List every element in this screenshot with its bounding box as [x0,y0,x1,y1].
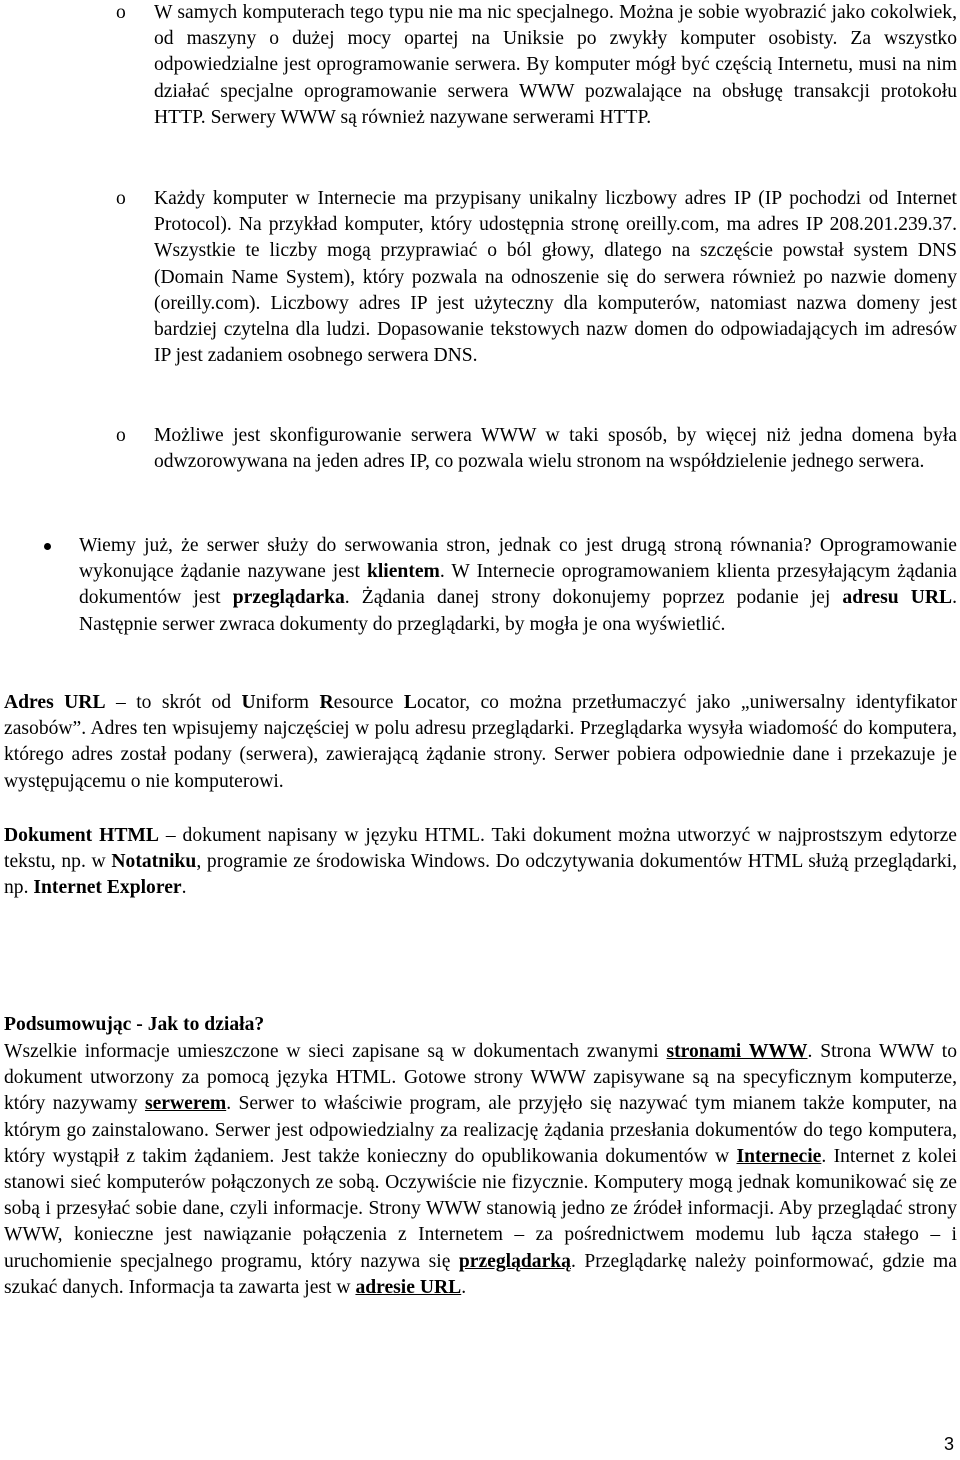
term-notatnik: Notatniku [111,851,197,873]
paragraph-text: , programie ze środowiska Windows. Do odczytywania dokumentów HTML służą przeglądarki, np. [4,851,957,899]
paragraph-text: . [181,877,187,899]
term-przegladarka: przeglądarka [232,587,345,609]
paragraph-text: niform [255,692,320,713]
term-internet-explorer: Internet Explorer [33,877,182,899]
paragraph-text: . Przeglądarkę należy poinformować, gdzie ma szukać danych. Informacja ta zawarta jest w [4,1250,957,1298]
term-klient: klientem [366,561,440,583]
bullet-text: Wiemy już, że serwer służy do serwowania stron, jednak co jest drugą stroną równania? Oprogramowanie wykonujące żądanie nazywane jest [79,535,957,583]
bullet-list-item [4,533,957,638]
acronym-letter: L [403,692,417,713]
bullet-text: . Następnie serwer zwraca dokumenty do przeglądarki, by mogła je ona wyświetlić. [79,587,957,635]
term-internet: Internecie [736,1145,822,1167]
sub-list-item [4,186,957,369]
sub-list-text: Każdy komputer w Internecie ma przypisany unikalny liczbowy adres IP (IP pochodzi od Internet Protocol). Na przykład komputer, który udostępnia stronę oreilly.com, ma adres IP 208.201.239.37. Wszystkie te liczby mogą przyprawiać o ból głowy, dlatego na szczęście powstał system DNS (Domain Name System), który pozwala na odnoszenie się do serwera również po nazwie domeny (oreilly.com). Liczbowy adres IP jest użyteczny dla komputerów, natomiast nazwa domeny jest bardziej czytelna dla ludzi. Dopasowanie tekstowych nazw domen do odpowiadających im adresów IP jest zadaniem osobnego serwera DNS. [154,188,957,367]
bullet-text: . Żądania danej strony dokonujemy poprzez podanie jej [344,587,843,609]
paragraph-text: – dokument napisany w języku HTML. Taki dokument można utworzyć w najprostszym edytorze tekstu, np. w [4,825,957,873]
acronym-letter: U [241,692,256,713]
paragraph-text: ocator, co można przetłumaczyć jako „uniwersalny identyfikator zasobów”. Adres ten wpisujemy najczęściej w polu adresu przeglądarki. Przeglądarka wysyła wiadomość do komputera, którego adres został podany (serwera), zawierającą żądanie strony. Serwer pobiera odpowiednie dane i przekazuje je występującemu o nie komputerowi. [4,692,958,792]
page-number: 3 [943,1434,954,1454]
acronym-letter: R [319,692,334,713]
paragraph-text: . [461,1276,467,1298]
paragraph-html-definition [4,823,957,902]
paragraph-url-definition [4,690,957,795]
term-adres-url: adresie URL [355,1276,462,1298]
bullet-icon [44,543,51,550]
paragraph-summary [4,1039,957,1301]
term-adres-url: adresu URL [842,587,953,609]
sub-list-marker: o [116,425,126,446]
term-adres-url: Adres URL [4,692,106,713]
sub-list-item [4,423,957,475]
term-dokument-html: Dokument HTML [4,825,159,846]
sub-list-marker: o [116,188,126,209]
paragraph-text: esource [333,692,404,713]
paragraph-text: . Serwer to właściwie program, ale przyjęło się nazywać tym mianem także komputer, na którym go zainstalowano. Serwer jest odpowiedzialny za realizację żądania przesłania dokumentów do tego komputera, który wystąpił z takim żądaniem. Jest także konieczny do opublikowania dokumentów w [4,1093,958,1167]
document-page [4,0,957,1460]
term-przegladarka: przeglądarką [458,1250,571,1272]
term-strony-www: stronami WWW [666,1041,808,1062]
sub-list-text: Możliwe jest skonfigurowanie serwera WWW w taki sposób, by więcej niż jedna domena była odwzorowywana na jeden adres IP, co pozwala wielu stronom na współdzielenie jednego serwera. [154,425,957,473]
sub-list-item [4,0,957,131]
paragraph-text: Wszelkie informacje umieszczone w sieci zapisane są w dokumentach zwanymi [4,1041,667,1062]
sub-list-marker: o [116,2,126,23]
sub-list-text: W samych komputerach tego typu nie ma nic specjalnego. Można je sobie wyobrazić jako cokolwiek, od maszyny o dużej mocy opartej na Uniksie po zwykły komputer osobisty. Za wszystko odpowiedzialne jest oprogramowanie serwera. By komputer mógł być częścią Internetu, musi na nim działać specjalne oprogramowanie serwera WWW pozwalające na obsługę transakcji protokołu HTTP. Serwery WWW są również nazywane serwerami HTTP. [154,2,957,128]
paragraph-text: . Internet z kolei stanowi sieć komputerów połączonych ze sobą. Oczywiście nie fizycznie. Komputery mogą jednak komunikować się ze sobą i przesyłać sobie dane, czyli informacje. Strony WWW stanowią jedno ze źródeł informacji. Aby przeglądać strony WWW, konieczne jest nawiązanie połączenia z Internetem – za pośrednictwem modemu lub łącza stałego – i uruchomienie specjalnego programu, który nazywa się [4,1145,957,1272]
paragraph-text: – to skrót od [105,692,242,713]
section-heading: Podsumowując - Jak to działa? [4,1014,265,1035]
term-serwer: serwerem [144,1093,227,1115]
paragraph-text: . Strona WWW to dokument utworzony za pomocą języka HTML. Gotowe strony WWW zapisywane są na specyficznym komputerze, który nazywamy [4,1041,958,1115]
bullet-text: . W Internecie oprogramowaniem klienta przesyłającym żądania dokumentów jest [79,561,958,609]
